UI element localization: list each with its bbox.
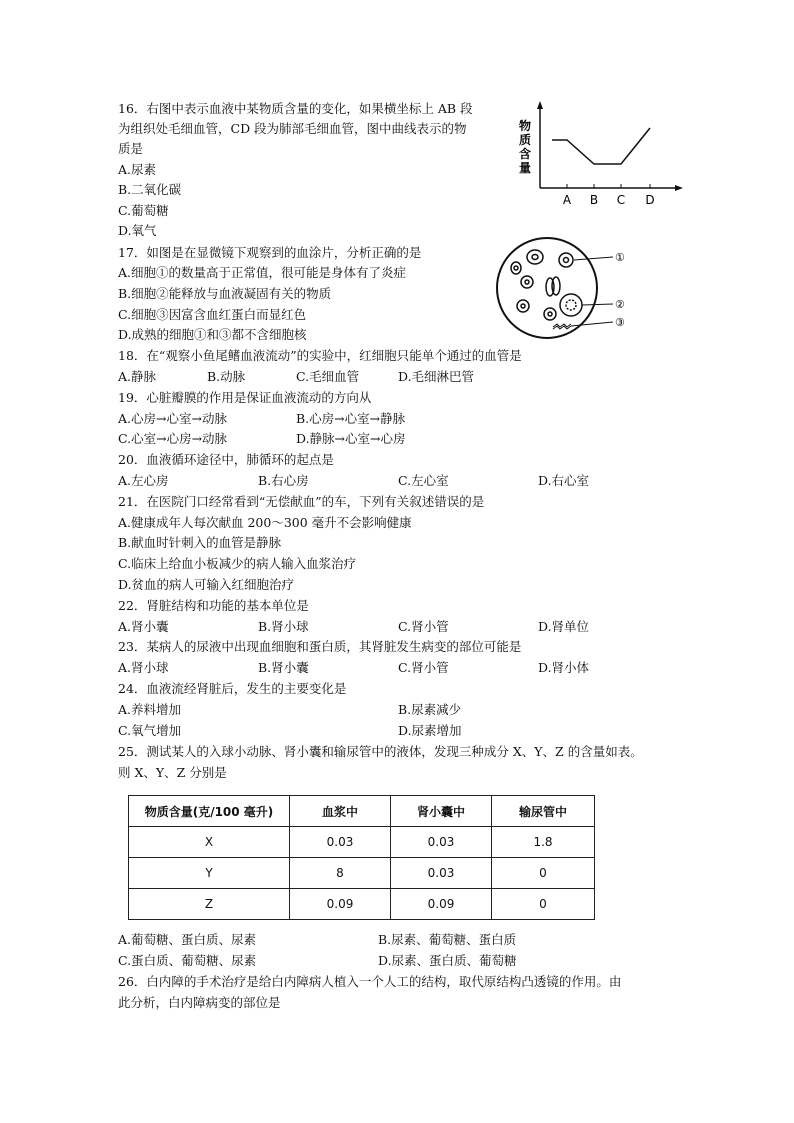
- q16-stem-line3: 质是: [118, 141, 144, 156]
- q20-option-b: B.右心房: [258, 473, 309, 488]
- q26-stem-line2: 此分析，白内障病变的部位是: [118, 995, 281, 1010]
- cell-substance: Y: [129, 858, 290, 889]
- q19-option-d: D.静脉→心室→心房: [296, 431, 406, 446]
- x-tick-label-a: A: [562, 193, 572, 207]
- y-axis-label-char: 量: [518, 161, 532, 175]
- q21-option-a: A.健康成年人每次献血 200～300 毫升不会影响健康: [118, 515, 412, 530]
- cell-value: 8: [290, 858, 391, 889]
- q18-option-a: A.静脉: [118, 369, 157, 384]
- q16-option-a: A.尿素: [118, 162, 157, 177]
- q21-option-d: D.贫血的病人可输入红细胞治疗: [118, 577, 295, 592]
- q24-option-a: A.养料增加: [118, 702, 182, 717]
- q21-option-c: C.临床上给血小板减少的病人输入血浆治疗: [118, 556, 357, 571]
- q18-option-c: C.毛细血管: [296, 369, 360, 384]
- microscope-field: [497, 238, 597, 338]
- q17-stem: 17．如图是在显微镜下观察到的血涂片，分析正确的是: [118, 245, 422, 260]
- q21-stem: 21．在医院门口经常看到“无偿献血”的车，下列有关叙述错误的是: [118, 494, 485, 509]
- table-row: [129, 889, 595, 920]
- cell-value: 0.09: [391, 889, 492, 920]
- header-capsule: 肾小囊中: [391, 796, 492, 827]
- q18-option-d: D.毛细淋巴管: [398, 369, 475, 384]
- table-header-row: [129, 796, 595, 827]
- x-axis-arrow: [675, 185, 683, 191]
- table-row: [129, 827, 595, 858]
- label-3: ③: [615, 316, 625, 329]
- header-substance: 物质含量(克/100 毫升): [129, 796, 290, 827]
- q20-option-a: A.左心房: [118, 473, 169, 488]
- red-blood-cell: [527, 250, 543, 264]
- q26-stem-line1: 26．白内障的手术治疗是给白内障病人植入一个人工的结构，取代原结构凸透镜的作用。由: [118, 974, 622, 989]
- cell-value: 0.03: [391, 827, 492, 858]
- q23-option-d: D.肾小体: [538, 660, 590, 675]
- y-axis-label: [519, 118, 531, 175]
- cell-substance: Z: [129, 889, 290, 920]
- q16-option-c: C.葡萄糖: [118, 203, 169, 218]
- substance-content-chart: [510, 98, 690, 213]
- blood-smear-figure: [495, 232, 635, 344]
- q24-option-d: D.尿素增加: [398, 723, 462, 738]
- q25-option-b: B.尿素、葡萄糖、蛋白质: [378, 932, 517, 947]
- q16-option-b: B.二氧化碳: [118, 182, 182, 197]
- q25-stem-line2: 则 X、Y、Z 分别是: [118, 765, 227, 780]
- red-blood-cell: [511, 262, 521, 274]
- cell-value: 1.8: [492, 827, 595, 858]
- q24-option-c: C.氧气增加: [118, 723, 182, 738]
- q23-option-b: B.肾小囊: [258, 660, 309, 675]
- q16-stem-line1: 16．右图中表示血液中某物质含量的变化，如果横坐标上 AB 段: [118, 101, 473, 116]
- q22-option-b: B.肾小球: [258, 619, 309, 634]
- q20-option-d: D.右心室: [538, 473, 590, 488]
- x-tick-label-d: D: [645, 193, 655, 207]
- q18-option-b: B.动脉: [207, 369, 246, 384]
- x-tick-label-c: C: [616, 193, 626, 207]
- q19-option-a: A.心房→心室→动脉: [118, 411, 227, 426]
- q23-option-a: A.肾小球: [118, 660, 169, 675]
- red-blood-cell: [544, 308, 556, 320]
- cell-value: 0: [492, 858, 595, 889]
- q19-option-c: C.心室→心房→动脉: [118, 431, 228, 446]
- substance-content-table: [128, 795, 595, 920]
- red-blood-cell: [559, 253, 573, 267]
- q17-option-d: D.成熟的细胞①和③都不含细胞核: [118, 327, 307, 342]
- q19-stem: 19．心脏瓣膜的作用是保证血液流动的方向从: [118, 390, 372, 405]
- platelets: [553, 324, 571, 329]
- q25-option-c: C.蛋白质、葡萄糖、尿素: [118, 953, 257, 968]
- q24-option-b: B.尿素减少: [398, 702, 462, 717]
- series-line: [552, 128, 650, 164]
- y-axis-label-char: 质: [518, 133, 532, 147]
- white-blood-cell: [560, 294, 582, 316]
- cell-value: 0.09: [290, 889, 391, 920]
- x-tick-label-b: B: [589, 193, 599, 207]
- red-blood-cell: [521, 276, 533, 288]
- q19-option-b: B.心房→心室→静脉: [296, 411, 406, 426]
- header-ureter: 输尿管中: [492, 796, 595, 827]
- q22-stem: 22．肾脏结构和功能的基本单位是: [118, 598, 309, 613]
- q25-option-a: A.葡萄糖、蛋白质、尿素: [118, 932, 257, 947]
- q22-option-a: A.肾小囊: [118, 619, 169, 634]
- q21-option-b: B.献血时针刺入的血管是静脉: [118, 535, 282, 550]
- q22-option-d: D.肾单位: [538, 619, 590, 634]
- red-blood-cell: [517, 300, 529, 312]
- cell-substance: X: [129, 827, 290, 858]
- header-plasma: 血浆中: [290, 796, 391, 827]
- q20-option-c: C.左心室: [398, 473, 449, 488]
- y-axis-label-char: 物: [518, 119, 532, 133]
- q18-stem: 18．在“观察小鱼尾鳍血液流动”的实验中，红细胞只能单个通过的血管是: [118, 348, 522, 363]
- cell-value: 0: [492, 889, 595, 920]
- q24-stem: 24．血液流经肾脏后，发生的主要变化是: [118, 681, 347, 696]
- q22-option-c: C.肾小管: [398, 619, 449, 634]
- red-blood-cell: [552, 277, 560, 295]
- cell-value: 0.03: [391, 858, 492, 889]
- q16-stem-line2: 为组织处毛细血管，CD 段为肺部毛细血管，图中曲线表示的物: [118, 121, 467, 136]
- q25-option-d: D.尿素、蛋白质、葡萄糖: [378, 953, 517, 968]
- label-2: ②: [615, 298, 625, 311]
- q23-option-c: C.肾小管: [398, 660, 449, 675]
- q23-stem: 23．某病人的尿液中出现血细胞和蛋白质，其肾脏发生病变的部位可能是: [118, 639, 522, 654]
- q17-option-b: B.细胞②能释放与血液凝固有关的物质: [118, 286, 332, 301]
- q17-option-c: C.细胞③因富含血红蛋白而显红色: [118, 307, 307, 322]
- q16-option-d: D.氧气: [118, 223, 157, 238]
- y-axis-label-char: 含: [518, 147, 532, 161]
- q20-stem: 20．血液循环途径中，肺循环的起点是: [118, 452, 334, 467]
- table-row: [129, 858, 595, 889]
- q17-option-a: A.细胞①的数量高于正常值，很可能是身体有了炎症: [118, 265, 407, 280]
- y-axis-arrow: [537, 101, 543, 109]
- q25-stem-line1: 25．测试某人的入球小动脉、肾小囊和输尿管中的液体，发现三种成分 X、Y、Z 的含量如表。: [118, 744, 643, 759]
- cell-value: 0.03: [290, 827, 391, 858]
- label-1: ①: [615, 251, 625, 264]
